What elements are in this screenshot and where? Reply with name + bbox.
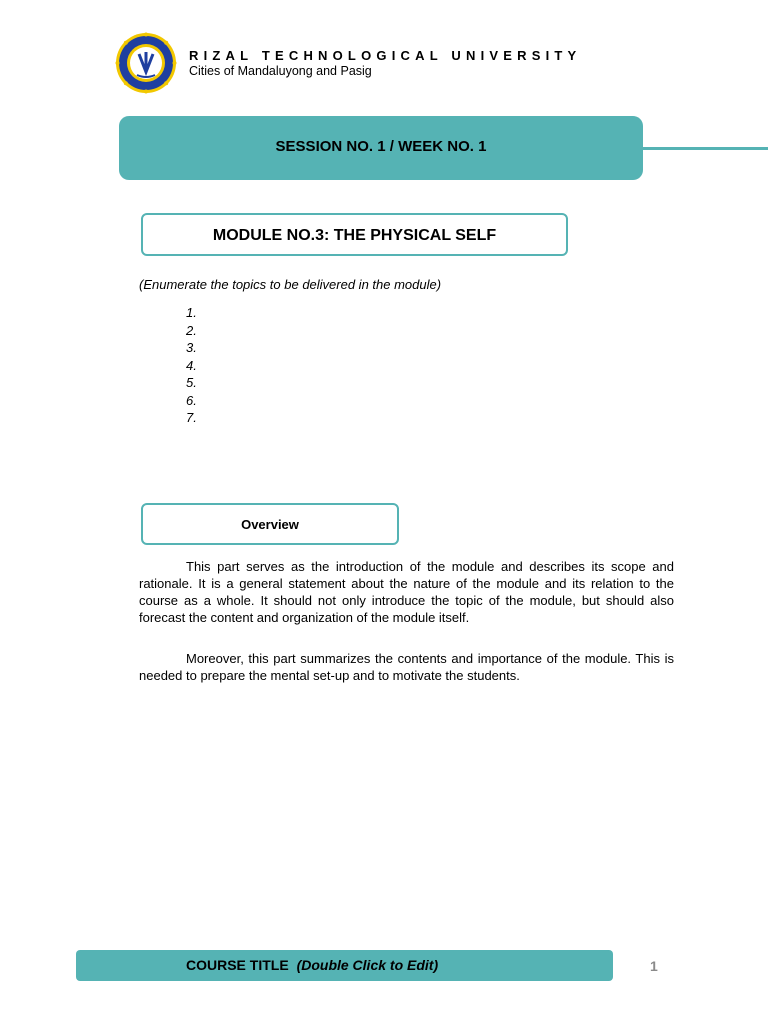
topic-item[interactable]: 7. <box>186 410 197 425</box>
overview-paragraph: Moreover, this part summarizes the contents and importance of the module. This is needed to prepare the mental set-up and to motivate the students. <box>139 651 674 683</box>
topic-item[interactable]: 4. <box>186 357 197 373</box>
topic-item[interactable]: 2. <box>186 322 197 338</box>
topics-list <box>186 304 197 427</box>
course-title-text[interactable] <box>186 957 438 973</box>
overview-heading-box <box>141 503 399 545</box>
topic-item[interactable]: 1. <box>186 305 197 320</box>
course-title-hint: (Double Click to Edit) <box>296 957 439 973</box>
module-title-box <box>141 213 568 256</box>
page-number: 1 <box>650 958 658 974</box>
session-banner <box>119 116 643 180</box>
overview-paragraph: This part serves as the introduction of the module and describes its scope and rationale. It is a general statement about the nature of the module and its relation to the course as a whole. It should not only introduce the topic of the module, but should also forecast the content and organization of the module itself. <box>139 559 674 625</box>
topics-instruction: (Enumerate the topics to be delivered in the module) <box>139 277 442 292</box>
overview-heading: Overview <box>241 517 299 532</box>
session-divider-line <box>643 147 768 150</box>
topic-item[interactable]: 3. <box>186 340 197 355</box>
university-location: Cities of Mandaluyong and Pasig <box>189 64 372 78</box>
topic-item[interactable]: 5. <box>186 375 197 390</box>
topic-item[interactable]: 6. <box>186 392 197 408</box>
university-name: RIZAL TECHNOLOGICAL UNIVERSITY <box>189 48 582 63</box>
university-seal-icon <box>115 32 177 94</box>
session-title: SESSION NO. 1 / WEEK NO. 1 <box>275 138 487 155</box>
course-title-bar[interactable] <box>76 950 613 981</box>
course-title-label: COURSE TITLE <box>186 957 289 973</box>
module-title: MODULE NO.3: THE PHYSICAL SELF <box>212 227 497 244</box>
